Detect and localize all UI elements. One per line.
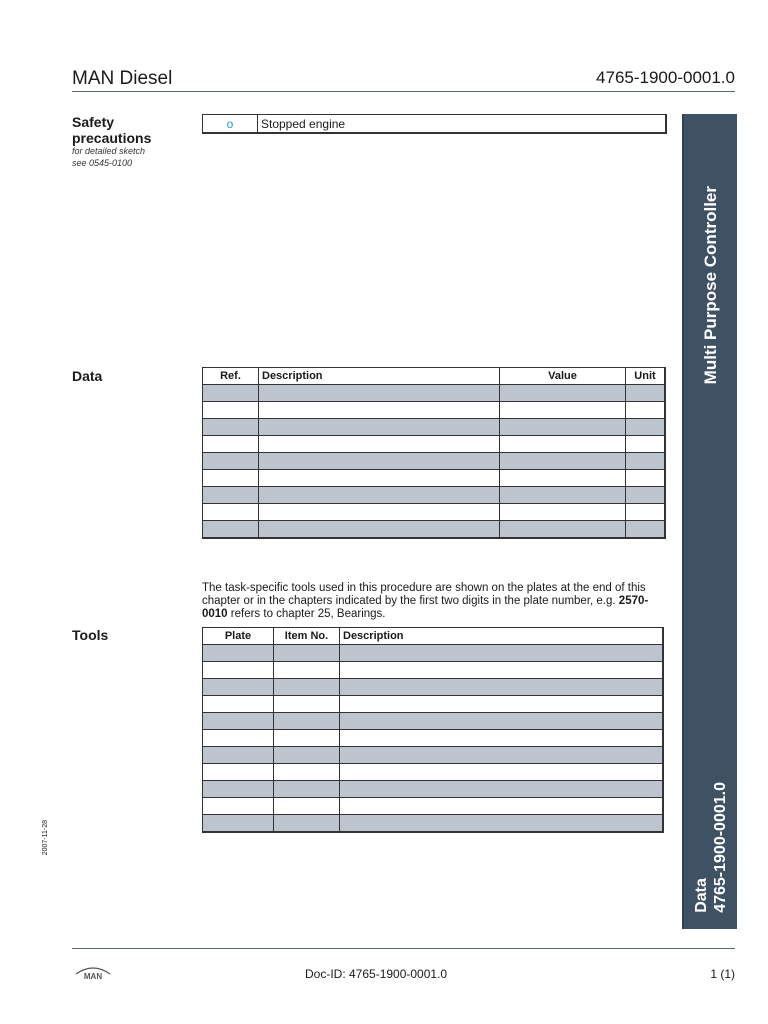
footer-doc-id: Doc-ID: 4765-1900-0001.0: [305, 967, 448, 981]
table-cell: [203, 696, 274, 713]
table-cell: [203, 679, 274, 696]
safety-symbol: o: [203, 115, 258, 132]
table-cell: [203, 504, 259, 521]
table-cell: [340, 781, 664, 798]
data-table-row: [203, 402, 666, 419]
table-cell: [203, 713, 274, 730]
table-cell: [274, 815, 340, 833]
table-cell: [500, 504, 626, 521]
tools-table-row: [203, 696, 664, 713]
col-tool-description: Description: [340, 628, 664, 645]
table-cell: [274, 713, 340, 730]
table-cell: [340, 679, 664, 696]
table-cell: [259, 504, 500, 521]
sidebar-title-text: Multi Purpose Controller: [700, 185, 720, 385]
table-cell: [500, 470, 626, 487]
tools-intro-part2: refers to chapter 25, Bearings.: [227, 608, 386, 620]
tools-heading: Tools: [72, 627, 109, 643]
table-cell: [626, 487, 666, 504]
sidebar-band: [682, 114, 737, 929]
table-cell: [203, 436, 259, 453]
table-cell: [203, 747, 274, 764]
tools-table-header: [203, 628, 664, 645]
table-cell: [274, 730, 340, 747]
table-cell: [340, 662, 664, 679]
tools-table-row: [203, 764, 664, 781]
data-table-row: [203, 453, 666, 470]
table-cell: [500, 385, 626, 402]
company-name: MAN Diesel: [72, 68, 173, 89]
table-cell: [203, 781, 274, 798]
tools-table-row: [203, 781, 664, 798]
table-cell: [500, 419, 626, 436]
sidebar-title: [686, 120, 735, 450]
col-item-no: Item No.: [274, 628, 340, 645]
tools-intro: [202, 582, 672, 621]
table-cell: [274, 662, 340, 679]
date-stamp-text: 2007-11-28: [41, 820, 49, 856]
safety-heading: Safety precautions: [72, 114, 152, 146]
table-cell: [259, 436, 500, 453]
tools-table-row: [203, 730, 664, 747]
data-table-row: [203, 436, 666, 453]
table-cell: [259, 419, 500, 436]
table-cell: [340, 730, 664, 747]
header-rule: [72, 91, 735, 92]
table-cell: [274, 645, 340, 662]
table-cell: [203, 730, 274, 747]
table-cell: [340, 764, 664, 781]
footer-page-number: 1 (1): [710, 967, 735, 981]
header-doc-number: 4765-1900-0001.0: [596, 68, 735, 87]
table-cell: [203, 453, 259, 470]
table-cell: [259, 385, 500, 402]
data-table-header: [203, 368, 666, 385]
table-cell: [626, 470, 666, 487]
table-cell: [626, 436, 666, 453]
tools-table-row: [203, 747, 664, 764]
footer-rule: [72, 948, 735, 949]
table-cell: [274, 764, 340, 781]
table-cell: [500, 453, 626, 470]
date-stamp: [38, 820, 52, 856]
tools-table-row: [203, 679, 664, 696]
sidebar-section-label: Data: [692, 878, 710, 913]
safety-note-line2: see 0545-0100: [72, 158, 133, 168]
table-cell: [500, 436, 626, 453]
table-cell: [203, 815, 274, 833]
man-logo: [72, 960, 114, 982]
table-cell: [259, 521, 500, 539]
table-cell: [203, 487, 259, 504]
sidebar-doc-info: [684, 773, 737, 913]
table-cell: [274, 798, 340, 815]
table-cell: [203, 521, 259, 539]
table-cell: [626, 419, 666, 436]
col-description: Description: [259, 368, 500, 385]
data-table-row: [203, 385, 666, 402]
table-cell: [626, 453, 666, 470]
table-cell: [340, 815, 664, 833]
table-cell: [340, 696, 664, 713]
tools-table-row: [203, 815, 664, 833]
table-cell: [203, 385, 259, 402]
table-cell: [500, 402, 626, 419]
safety-item-box: [202, 114, 667, 134]
table-cell: [259, 402, 500, 419]
tools-table-row: [203, 713, 664, 730]
table-cell: [626, 385, 666, 402]
table-cell: [203, 402, 259, 419]
table-cell: [340, 747, 664, 764]
tools-intro-plate-example: 2570-0010: [202, 595, 649, 620]
table-cell: [259, 453, 500, 470]
table-cell: [203, 419, 259, 436]
tools-table: [202, 627, 664, 833]
data-table-row: [203, 521, 666, 539]
safety-item-text: Stopped engine: [261, 116, 346, 131]
table-cell: [274, 781, 340, 798]
data-table-row: [203, 504, 666, 521]
data-table-row: [203, 419, 666, 436]
table-cell: [259, 470, 500, 487]
table-cell: [500, 487, 626, 504]
safety-note-line1: for detailed sketch: [72, 146, 146, 156]
table-cell: [340, 798, 664, 815]
col-ref: Ref.: [203, 368, 259, 385]
table-cell: [203, 662, 274, 679]
table-cell: [203, 764, 274, 781]
data-table: [202, 367, 666, 539]
table-cell: [203, 470, 259, 487]
table-cell: [340, 645, 664, 662]
table-cell: [203, 645, 274, 662]
col-value: Value: [500, 368, 626, 385]
table-cell: [259, 487, 500, 504]
table-cell: [203, 798, 274, 815]
tools-table-row: [203, 645, 664, 662]
table-cell: [340, 713, 664, 730]
data-table-row: [203, 487, 666, 504]
col-plate: Plate: [203, 628, 274, 645]
table-cell: [626, 402, 666, 419]
tools-table-row: [203, 662, 664, 679]
table-cell: [274, 747, 340, 764]
logo-text: MAN: [83, 972, 103, 981]
table-cell: [274, 679, 340, 696]
table-cell: [274, 696, 340, 713]
tools-intro-part1: The task-specific tools used in this procedure are shown on the plates at the end of this chapter or in the chapters indicated by the first two digits in the plate number, e.g.: [202, 582, 646, 607]
tools-table-row: [203, 798, 664, 815]
table-cell: [500, 521, 626, 539]
col-unit: Unit: [626, 368, 666, 385]
table-cell: [626, 521, 666, 539]
data-table-row: [203, 470, 666, 487]
sidebar-doc-number: 4765-1900-0001.0: [711, 782, 729, 913]
data-heading: Data: [72, 368, 103, 384]
table-cell: [626, 504, 666, 521]
